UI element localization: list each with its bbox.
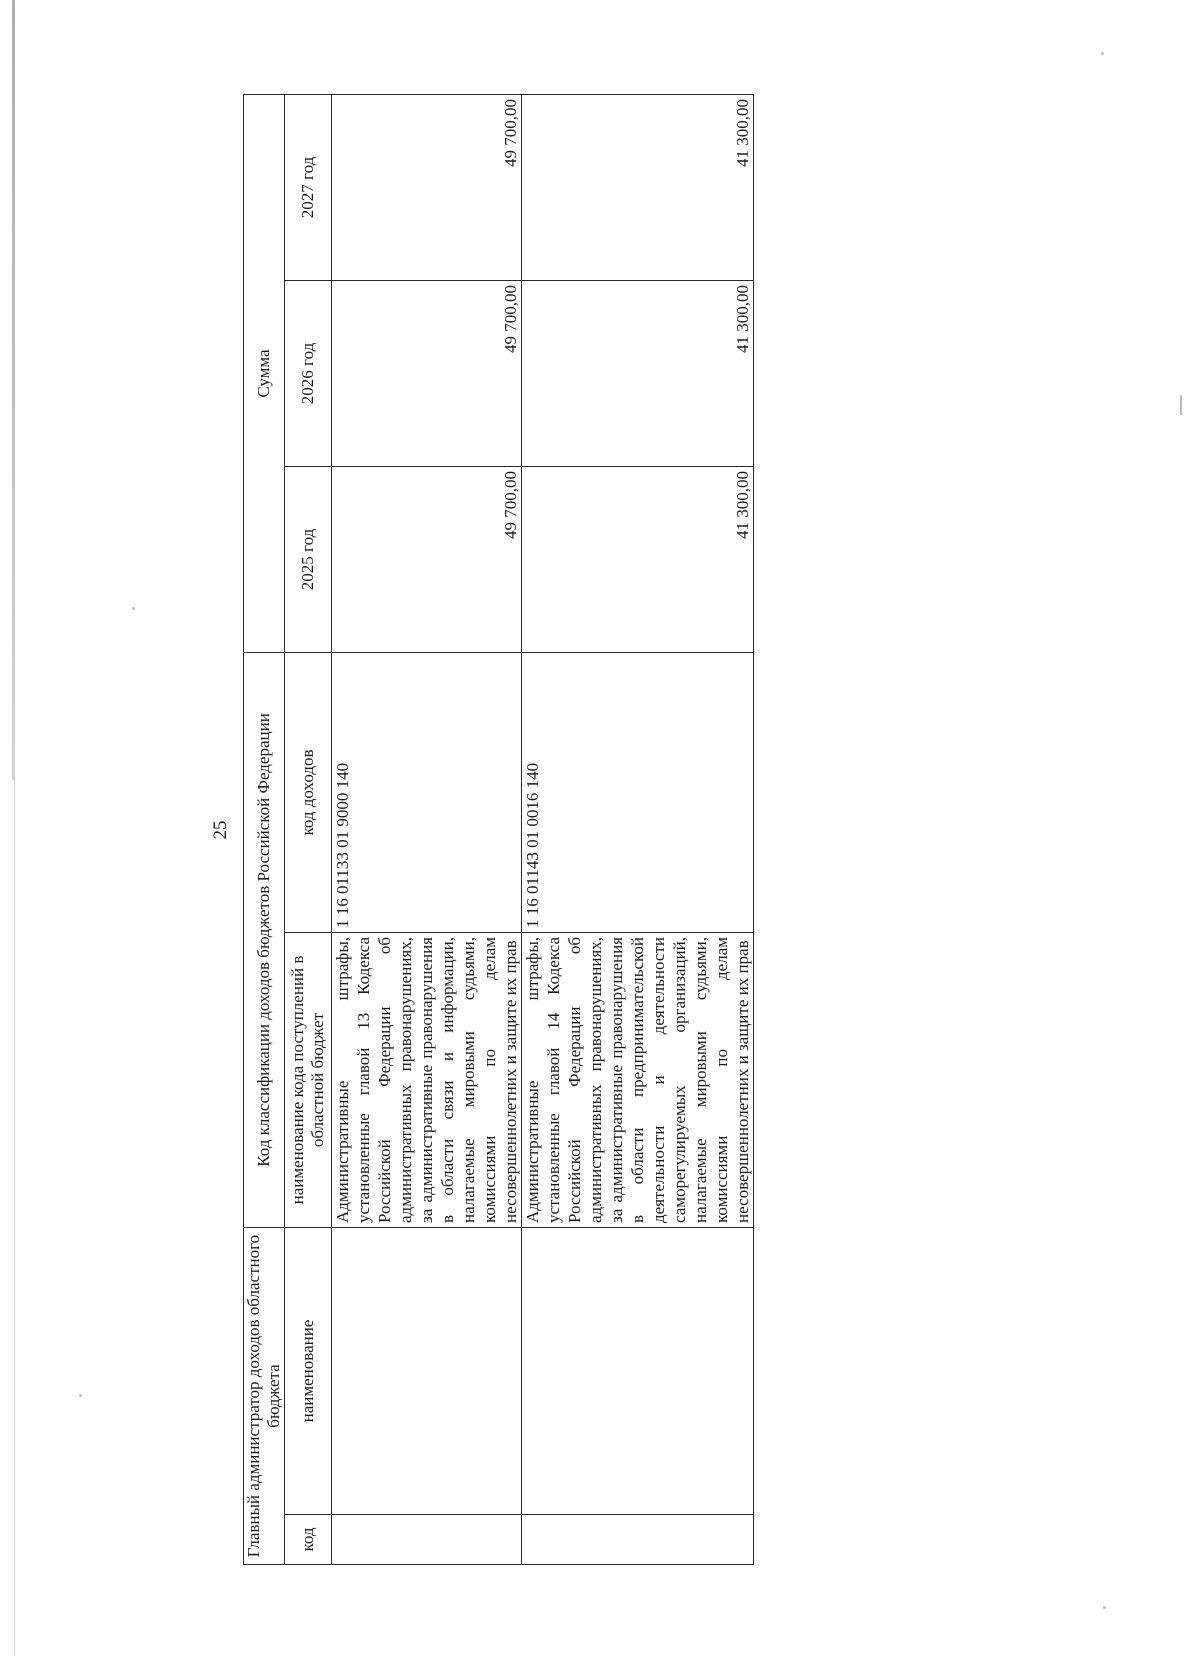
admin-code-cell [522, 1515, 754, 1565]
revenue-code-cell: 1 16 01143 01 0016 140 [522, 652, 754, 932]
admin-name-cell [332, 1228, 522, 1515]
sum-2027-cell: 41 300,00 [522, 94, 754, 280]
sum-2026-cell: 49 700,00 [332, 280, 522, 466]
admin-code-cell [332, 1515, 522, 1565]
revenue-name-cell: Административные штрафы, установленные главой 13 Кодекса Российской Федерации об административных правонарушениях, за административные правонарушения в области связи и информации, налагаемые мировыми судьями, комиссиями по делам несовершеннолетних и защите их прав [332, 933, 522, 1228]
header-sum-group: Сумма [244, 94, 285, 652]
header-row-groups [244, 94, 285, 1564]
scan-speck [1101, 52, 1104, 55]
header-revenue-name: наименование кода поступлений в областной бюджет [285, 933, 332, 1228]
revenue-code-cell: 1 16 01133 01 9000 140 [332, 652, 522, 932]
scan-edge-artifact [12, 0, 15, 780]
table-row [332, 94, 522, 1564]
table-row [522, 94, 754, 1564]
header-year-2027: 2027 год [285, 94, 332, 280]
header-classification-group: Код классификации доходов бюджетов Российской Федерации [244, 652, 285, 1227]
header-row-columns [285, 94, 332, 1564]
page-number: 25 [210, 820, 231, 840]
scan-speck [79, 1394, 82, 1397]
header-revenue-code: код доходов [285, 652, 332, 932]
sum-2026-cell: 41 300,00 [522, 280, 754, 466]
revenue-table [243, 94, 754, 1565]
rotated-page [210, 95, 989, 1565]
header-code: код [285, 1515, 332, 1565]
scan-edge-artifact-lower [14, 780, 15, 1656]
revenue-name-cell: Административные штрафы, установленные главой 14 Кодекса Российской Федерации об административных правонарушениях, за административные правонарушения в области предпринимательской деятельности и деятельности саморегулируемых организаций, налагаемые мировыми судьями, комиссиями по делам несовершеннолетних и защите их прав [522, 933, 754, 1228]
sum-2027-cell: 49 700,00 [332, 94, 522, 280]
sum-2025-cell: 49 700,00 [332, 466, 522, 652]
admin-name-cell [522, 1228, 754, 1515]
scan-speck [1180, 395, 1182, 415]
header-year-2026: 2026 год [285, 280, 332, 466]
sum-2025-cell: 41 300,00 [522, 466, 754, 652]
header-name: наименование [285, 1228, 332, 1515]
header-year-2025: 2025 год [285, 466, 332, 652]
header-admin-group: Главный администратор доходов областного бюджета [244, 1228, 285, 1565]
scan-speck [132, 607, 135, 610]
scan-speck [1103, 1606, 1106, 1609]
